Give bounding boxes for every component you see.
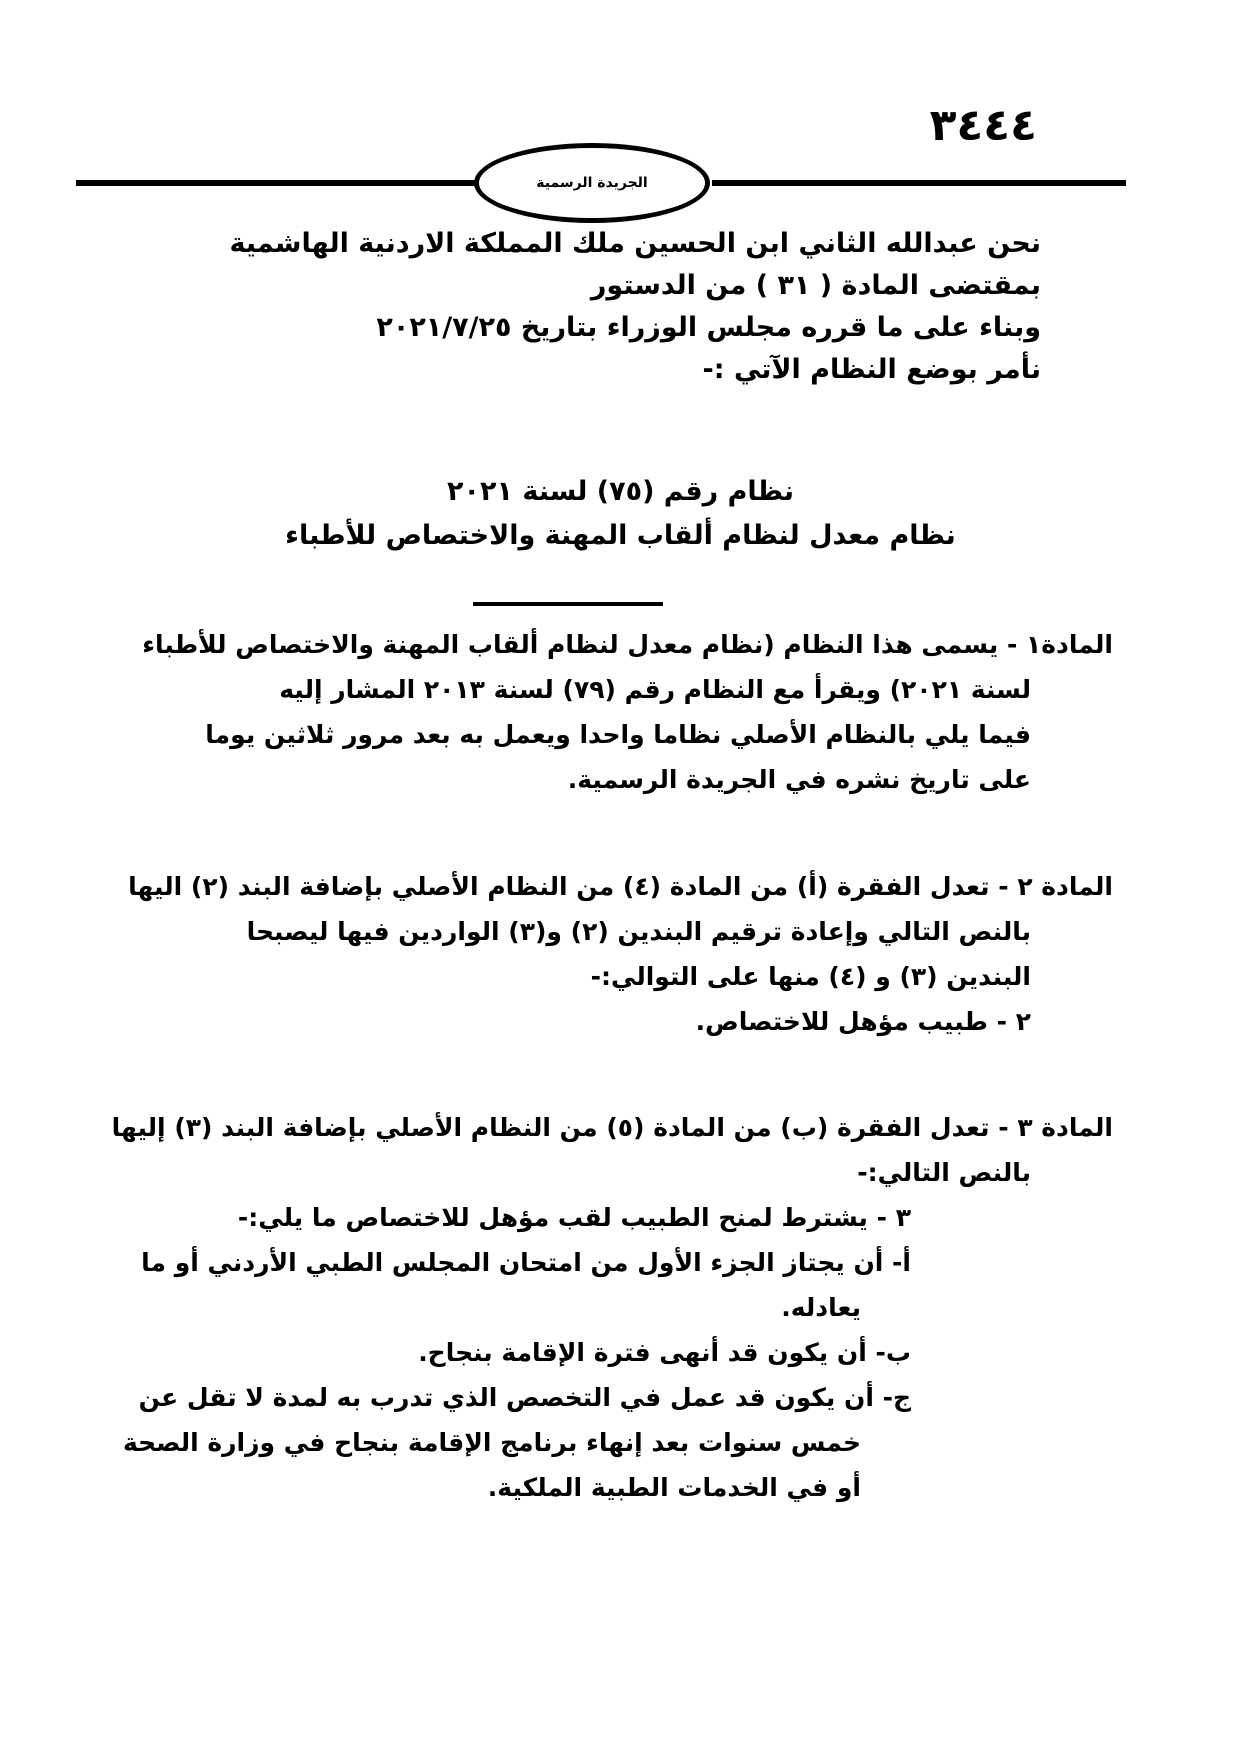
article-1-line: لسنة ٢٠٢١) ويقرأ مع النظام رقم (٧٩) لسنة ٢٠١٣ المشار إليه: [279, 675, 1031, 704]
article-3-line: أ- أن يجتاز الجزء الأول من امتحان المجلس الطبي الأردني أو ما: [141, 1248, 911, 1277]
article-3-line: ٣ - يشترط لمنح الطبيب لقب مؤهل للاختصاص ما يلي:-: [237, 1203, 911, 1232]
article-3-line: يعادله.: [781, 1293, 861, 1322]
article-3-line: خمس سنوات بعد إنهاء برنامج الإقامة بنجاح في وزارة الصحة: [122, 1428, 861, 1457]
article-3-line: ج- أن يكون قد عمل في التخصص الذي تدرب به لمدة لا تقل عن: [138, 1383, 911, 1412]
masthead-title: الجريدة الرسمية: [536, 175, 648, 191]
masthead-oval: [474, 143, 710, 223]
regulation-title: نظام معدل لنظام ألقاب المهنة والاختصاص للأطباء: [285, 520, 956, 551]
page-number: ٣٤٤٤: [929, 100, 1037, 151]
title-divider: [473, 602, 663, 606]
preamble-line: بمقتضى المادة ( ٣١ ) من الدستور: [590, 270, 1041, 301]
preamble-line: نحن عبدالله الثاني ابن الحسين ملك المملكة الاردنية الهاشمية: [229, 228, 1041, 259]
header-rule: [712, 180, 1126, 186]
article-3-line: ب- أن يكون قد أنهى فترة الإقامة بنجاح.: [418, 1338, 911, 1367]
header-rule: [76, 180, 476, 186]
article-1-line: فيما يلي بالنظام الأصلي نظاما واحدا ويعمل به بعد مرور ثلاثين يوما: [205, 720, 1031, 749]
article-3-line: بالنص التالي:-: [857, 1158, 1031, 1187]
regulation-number: نظام رقم (٧٥) لسنة ٢٠٢١: [447, 476, 794, 507]
article-2-line: بالنص التالي وإعادة ترقيم البندين (٢) و(٣) الواردين فيها ليصبحا: [246, 917, 1031, 946]
article-2-line: البندين (٣) و (٤) منها على التوالي:-: [590, 962, 1031, 991]
article-1-line: المادة١ - يسمى هذا النظام (نظام معدل لنظام ألقاب المهنة والاختصاص للأطباء: [142, 630, 1113, 659]
article-3-line: أو في الخدمات الطبية الملكية.: [487, 1473, 861, 1502]
preamble-line: وبناء على ما قرره مجلس الوزراء بتاريخ ٢٠٢١/٧/٢٥: [376, 312, 1041, 343]
article-2-line: المادة ٢ - تعدل الفقرة (أ) من المادة (٤) من النظام الأصلي بإضافة البند (٢) اليها: [128, 872, 1113, 901]
preamble-line: نأمر بوضع النظام الآتي :-: [702, 354, 1041, 385]
article-1-line: على تاريخ نشره في الجريدة الرسمية.: [567, 765, 1031, 794]
article-2-line: ٢ - طبيب مؤهل للاختصاص.: [695, 1007, 1031, 1036]
article-3-line: المادة ٣ - تعدل الفقرة (ب) من المادة (٥) من النظام الأصلي بإضافة البند (٣) إليها: [111, 1113, 1113, 1142]
